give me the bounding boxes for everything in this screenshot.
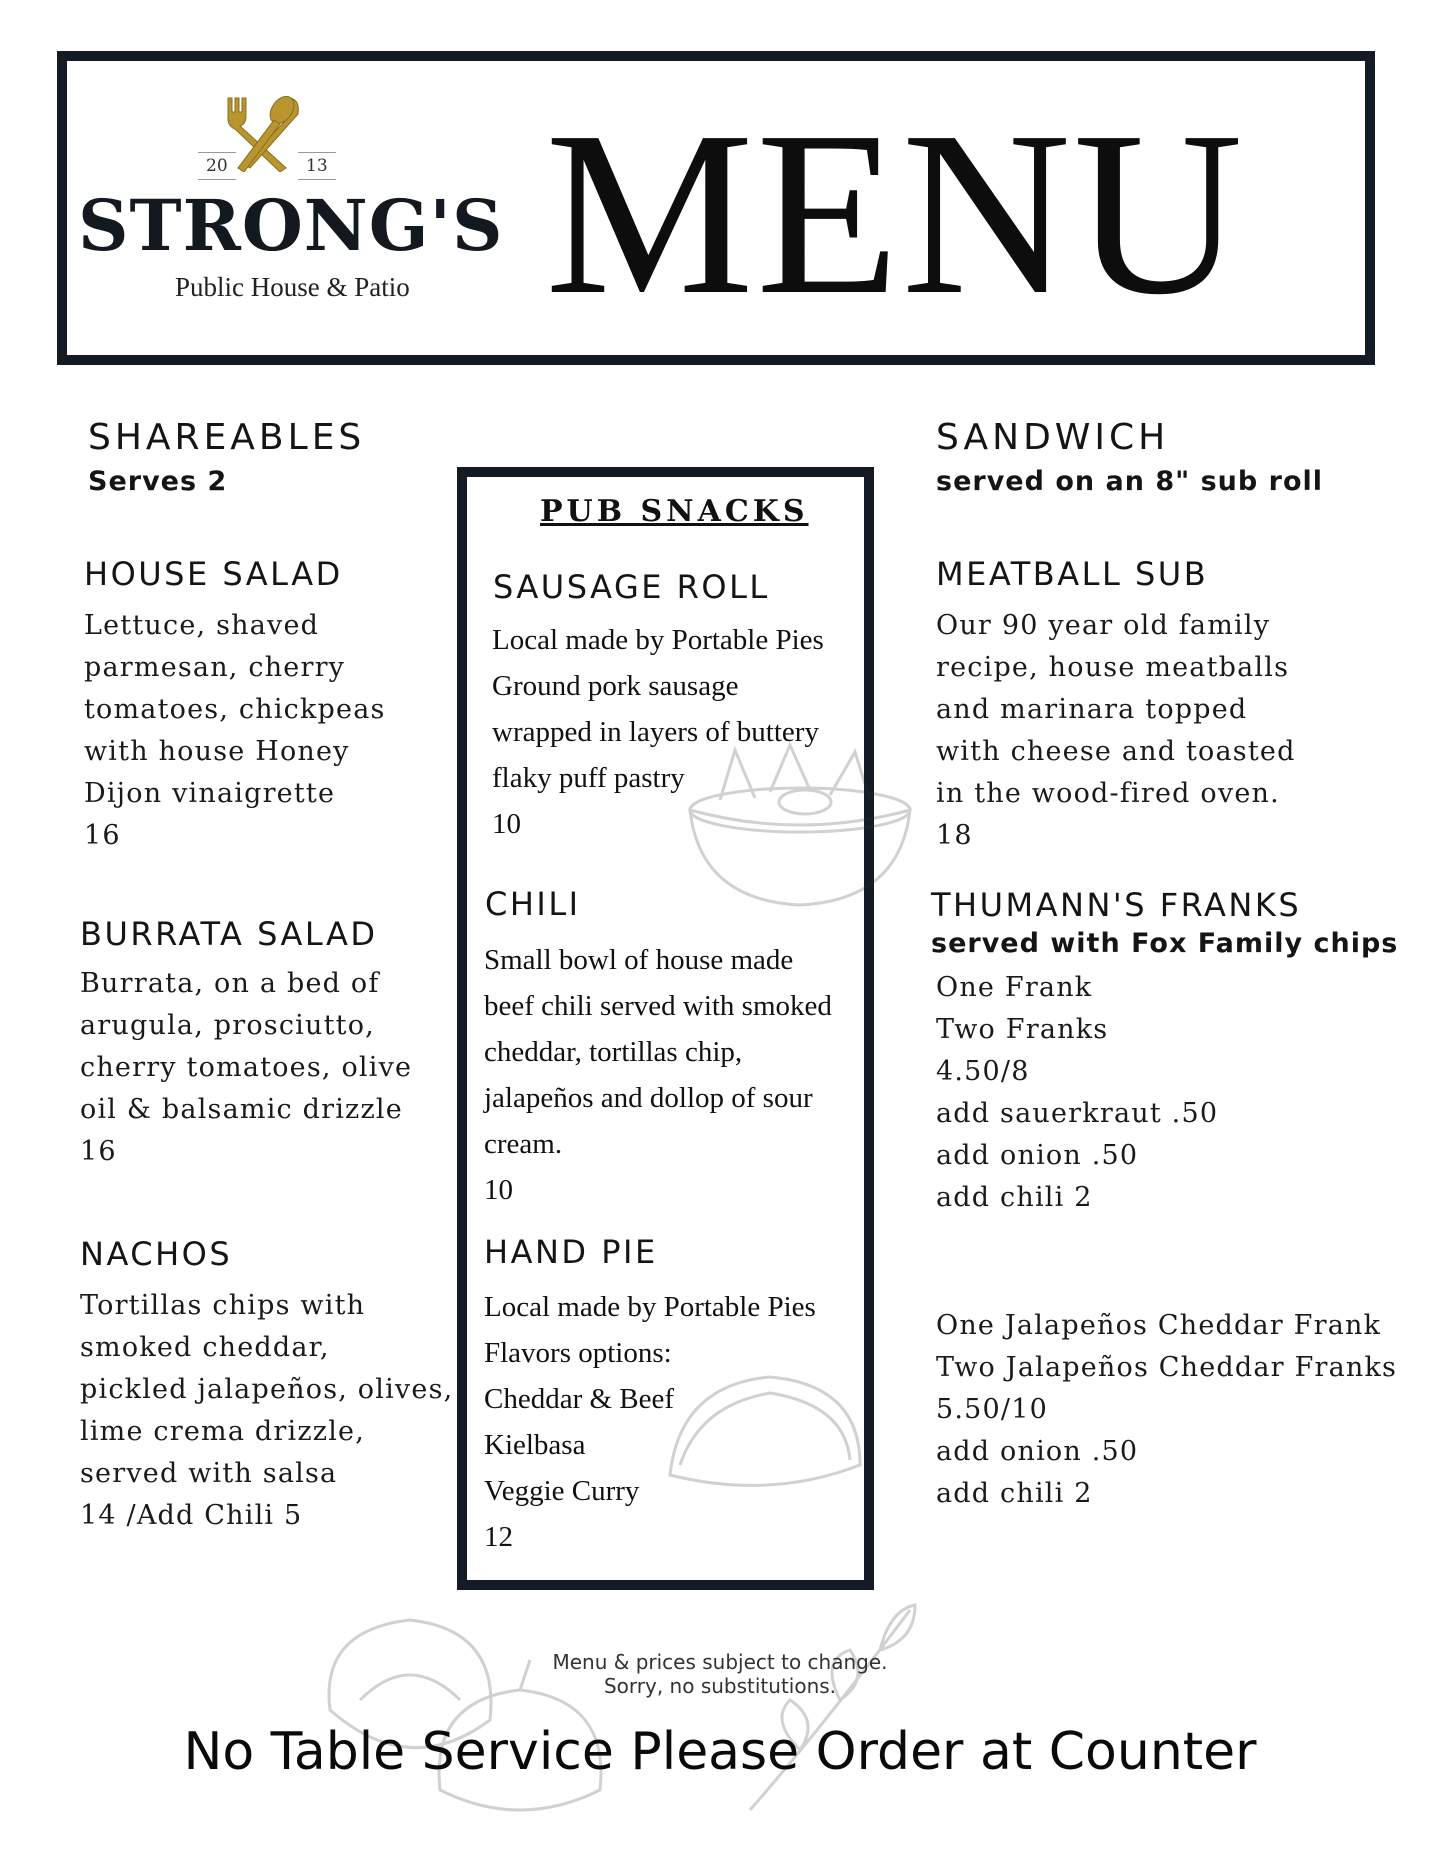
jalapeno-franks-desc: One Jalapeños Cheddar Frank Two Jalapeños Cheddar Franks 5.50/10 add onion .50 add chili 2 bbox=[936, 1310, 1398, 1509]
franks-name: THUMANN'S FRANKS bbox=[931, 886, 1302, 924]
nachos-name: NACHOS bbox=[80, 1235, 233, 1273]
house-salad-name: HOUSE SALAD bbox=[84, 555, 343, 593]
meatball-sub-desc: Our 90 year old family recipe, house meatballs and marinara topped with cheese and toasted in the wood-fired oven. 18 bbox=[936, 610, 1296, 851]
garlic-icon bbox=[300, 1590, 620, 1820]
logo-year-right: 13 bbox=[306, 156, 328, 176]
sandwich-heading: SANDWICH bbox=[936, 417, 1170, 458]
shareables-subheading: Serves 2 bbox=[88, 466, 228, 497]
meatball-sub-name: MEATBALL SUB bbox=[936, 555, 1209, 593]
footer-note: Menu & prices subject to change. Sorry, no substitutions. bbox=[552, 1650, 888, 1698]
hand-pie-desc: Local made by Portable Pies Flavors options: Cheddar & Beef Kielbasa Veggie Curry 12 bbox=[484, 1291, 816, 1553]
page-title: MENU bbox=[545, 83, 1245, 343]
sandwich-subheading: served on an 8" sub roll bbox=[936, 466, 1323, 497]
chili-name: CHILI bbox=[485, 885, 581, 923]
logo-year-left: 20 bbox=[206, 156, 228, 176]
nachos-desc: Tortillas chips with smoked cheddar, pickled jalapeños, olives, lime crema drizzle, served with salsa 14 /Add Chili 5 bbox=[80, 1290, 454, 1531]
logo-subtitle: Public House & Patio bbox=[175, 272, 410, 302]
franks-desc: One Frank Two Franks 4.50/8 add sauerkraut .50 add onion .50 add chili 2 bbox=[936, 972, 1219, 1213]
shareables-heading: SHAREABLES bbox=[88, 417, 366, 458]
house-salad-desc: Lettuce, shaved parmesan, cherry tomatoes, chickpeas with house Honey Dijon vinaigrette 16 bbox=[84, 610, 386, 851]
logo-rule-left bbox=[198, 152, 236, 180]
herb-sprig-icon bbox=[740, 1590, 930, 1820]
logo-name: STRONG'S bbox=[78, 184, 504, 267]
logo-rule-right bbox=[298, 152, 336, 180]
chili-desc: Small bowl of house made beef chili served with smoked cheddar, tortillas chip, jalapeños and dollop of sour cream. 10 bbox=[484, 944, 832, 1206]
hand-pie-name: HAND PIE bbox=[484, 1233, 658, 1271]
burrata-salad-name: BURRATA SALAD bbox=[80, 915, 378, 953]
sausage-roll-name: SAUSAGE ROLL bbox=[493, 568, 770, 606]
footer-order-at-counter: No Table Service Please Order at Counter bbox=[183, 1722, 1257, 1782]
logo bbox=[78, 92, 504, 312]
burrata-salad-desc: Burrata, on a bed of arugula, prosciutto, cherry tomatoes, olive oil & balsamic drizzle 16 bbox=[80, 968, 413, 1167]
sausage-roll-desc: Local made by Portable Pies Ground pork sausage wrapped in layers of buttery flaky puff pastry 10 bbox=[492, 624, 824, 840]
franks-subheading: served with Fox Family chips bbox=[931, 928, 1399, 959]
pub-snacks-heading: PUB SNACKS bbox=[540, 494, 809, 529]
